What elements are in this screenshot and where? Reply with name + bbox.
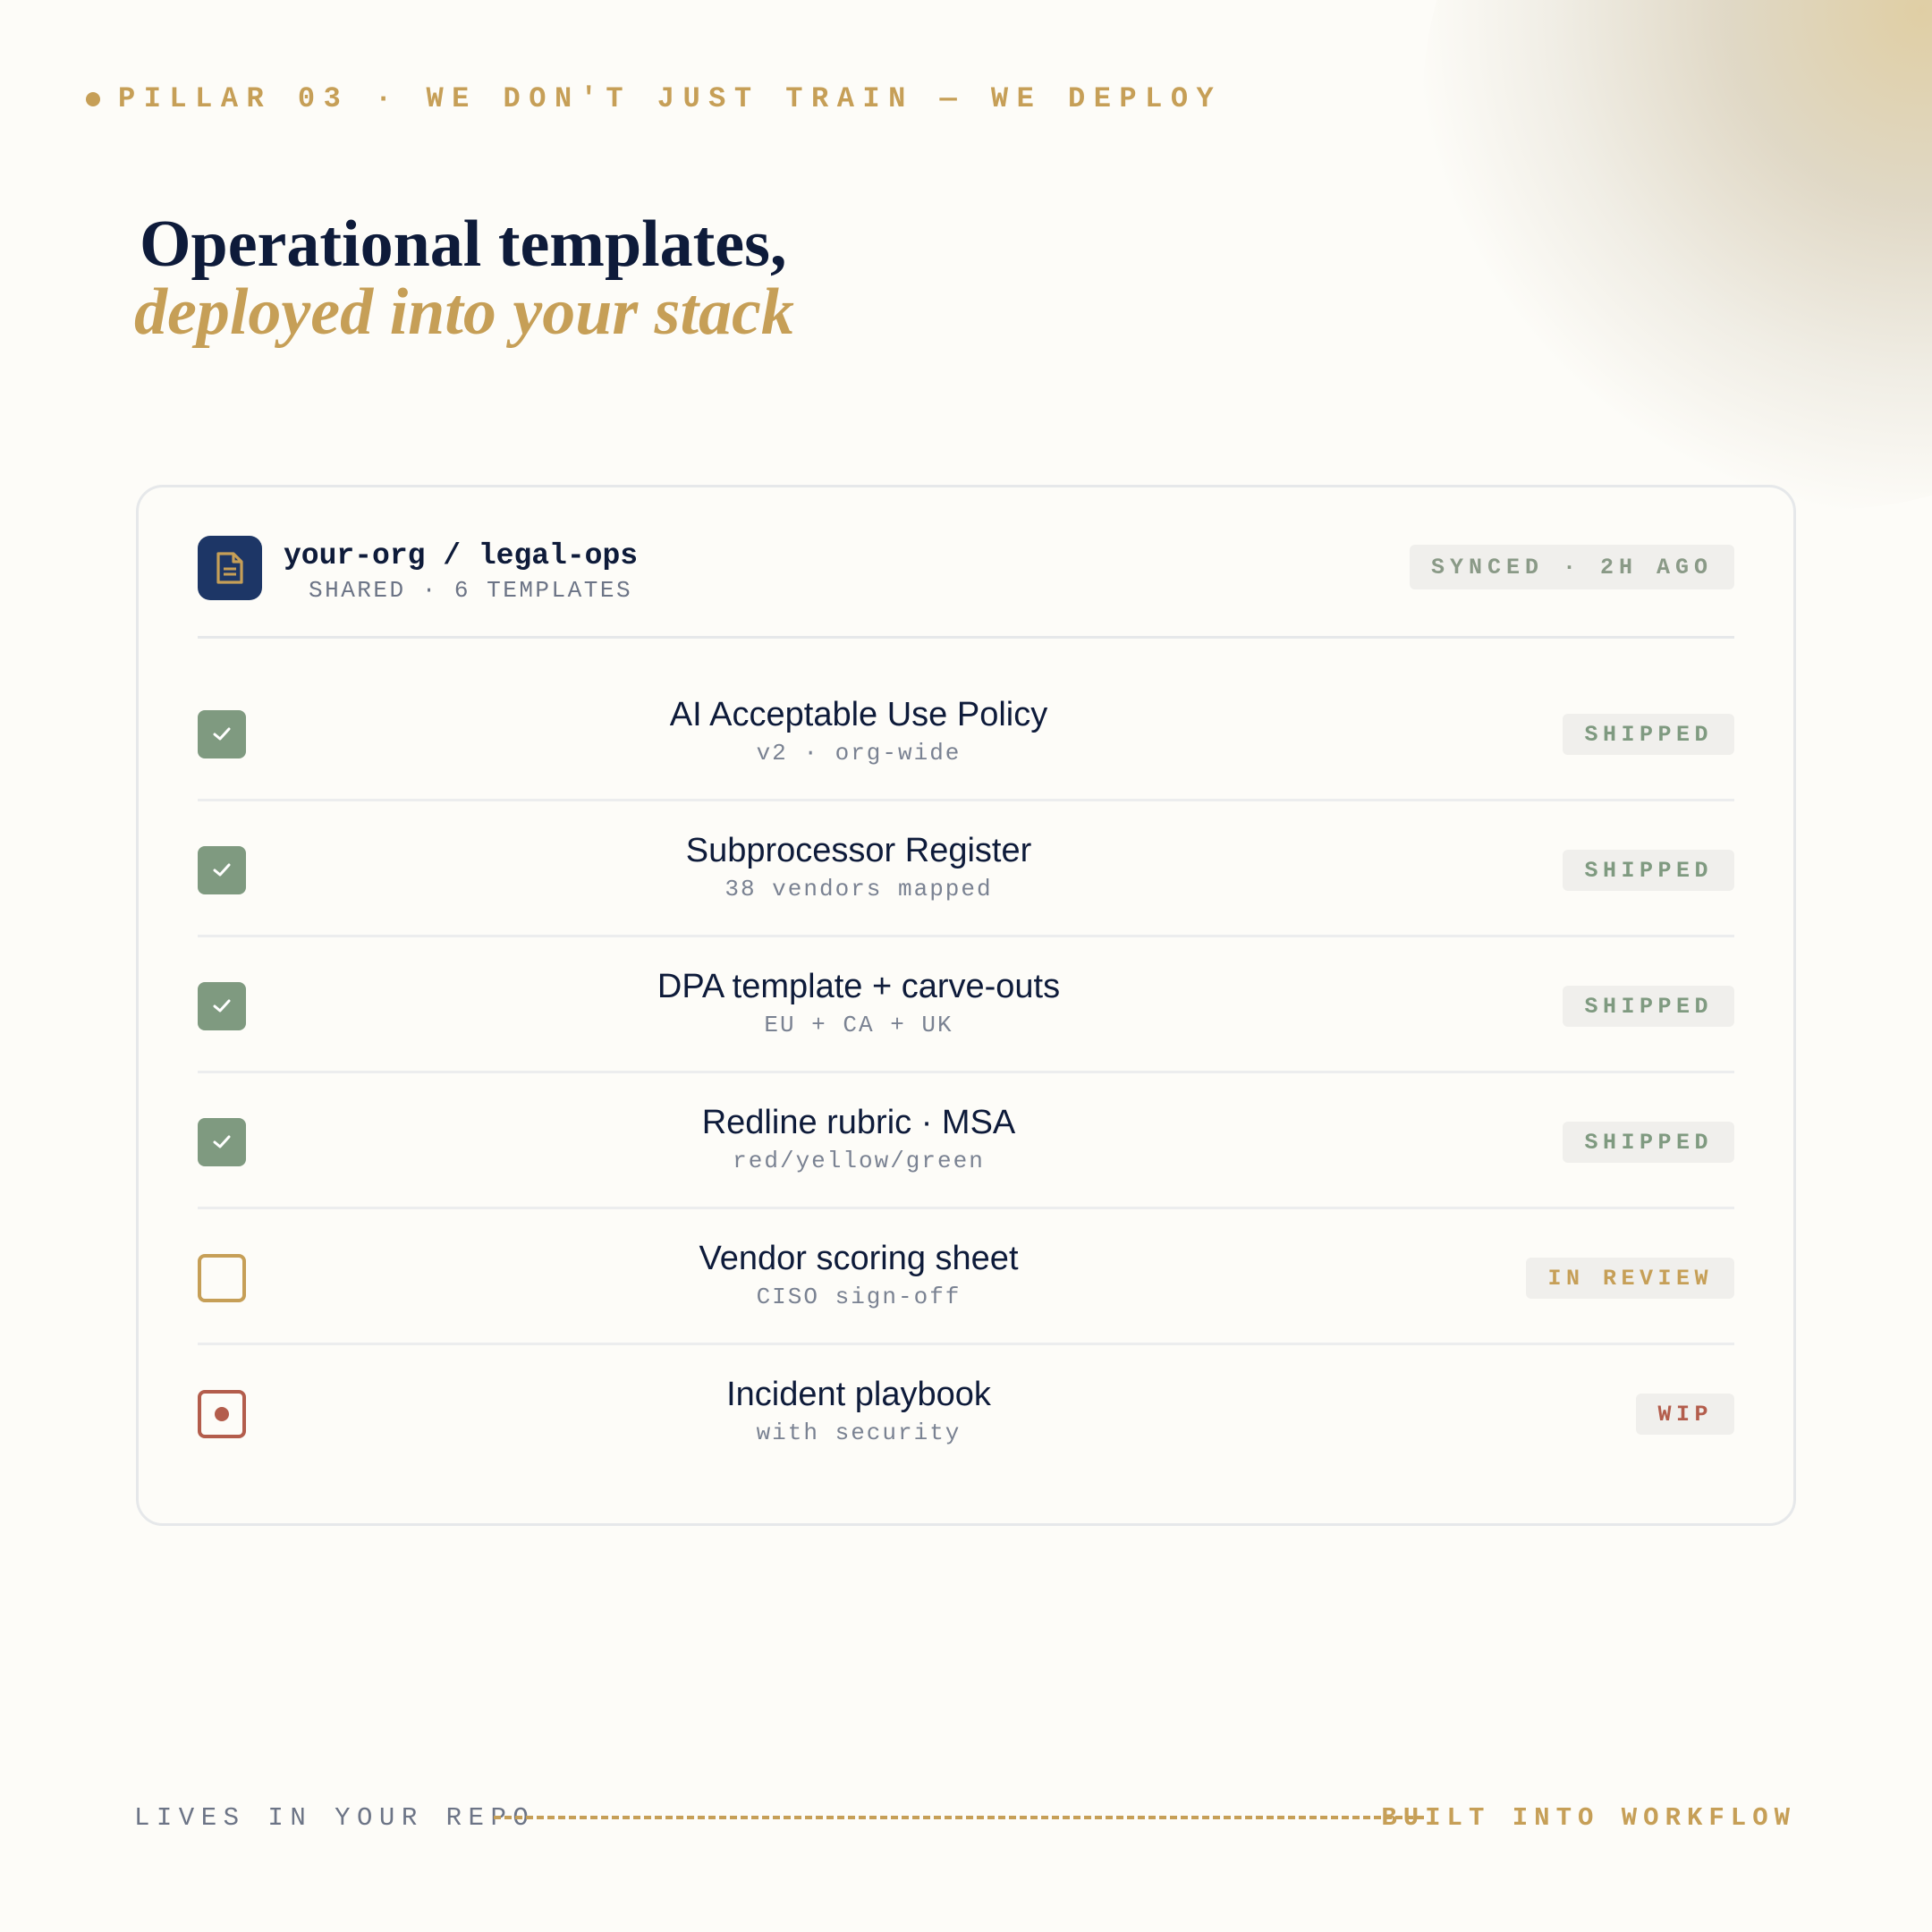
template-row[interactable]: [198, 1073, 1734, 1209]
template-title[interactable]: Incident playbook: [726, 1376, 991, 1413]
template-title[interactable]: Redline rubric · MSA: [701, 1104, 1016, 1141]
template-subtitle: v2 · org-wide: [756, 740, 962, 767]
footer-dashed-divider: [494, 1816, 1424, 1819]
template-title[interactable]: Vendor scoring sheet: [699, 1240, 1019, 1277]
progress-dot-icon: [215, 1407, 229, 1421]
eyebrow-text: PILLAR 03 · WE DON'T JUST TRAIN — WE DEPLOY: [118, 82, 1223, 115]
template-row[interactable]: [198, 1209, 1734, 1345]
template-text: [269, 1238, 1448, 1313]
status-badge: SHIPPED: [1563, 986, 1734, 1027]
template-list: [198, 665, 1734, 1479]
checked-checkbox-icon[interactable]: [198, 982, 246, 1030]
checked-checkbox-icon[interactable]: [198, 846, 246, 894]
template-subtitle: CISO sign-off: [756, 1284, 962, 1310]
bullet-dot-icon: [86, 92, 100, 106]
status-badge: SHIPPED: [1563, 714, 1734, 755]
template-subtitle: EU + CA + UK: [764, 1012, 953, 1038]
status-badge: IN REVIEW: [1526, 1258, 1734, 1299]
in-progress-checkbox-icon[interactable]: [198, 1390, 246, 1438]
checked-checkbox-icon[interactable]: [198, 710, 246, 758]
sync-status-badge: SYNCED · 2H AGO: [1410, 545, 1734, 589]
template-row[interactable]: [198, 937, 1734, 1073]
decorative-glow: [1422, 0, 1932, 510]
template-row[interactable]: [198, 665, 1734, 801]
template-title[interactable]: Subprocessor Register: [685, 832, 1032, 869]
template-text: [269, 830, 1448, 905]
footer-right-label: BUILT INTO WORKFLOW: [1381, 1803, 1796, 1833]
template-subtitle: red/yellow/green: [733, 1148, 985, 1174]
status-badge: SHIPPED: [1563, 1122, 1734, 1163]
template-text: [269, 694, 1448, 769]
repo-card: [136, 485, 1796, 1526]
template-text: [269, 1102, 1448, 1177]
footer-left-label: LIVES IN YOUR REPO: [134, 1803, 536, 1833]
template-text: [269, 1374, 1448, 1449]
status-badge: WIP: [1636, 1394, 1734, 1435]
template-row[interactable]: [198, 801, 1734, 937]
repo-meta: SHARED · 6 TEMPLATES: [309, 577, 633, 604]
template-subtitle: 38 vendors mapped: [724, 876, 993, 902]
page-title: Operational templates,: [140, 208, 787, 281]
eyebrow: [86, 82, 1222, 115]
template-text: [269, 966, 1448, 1041]
status-badge: SHIPPED: [1563, 850, 1734, 891]
template-subtitle: with security: [756, 1419, 962, 1446]
template-row[interactable]: [198, 1345, 1734, 1479]
page-subtitle: deployed into your stack: [134, 275, 794, 349]
repo-name[interactable]: your-org / legal-ops: [284, 539, 639, 572]
document-icon: [198, 536, 262, 600]
unchecked-checkbox-icon[interactable]: [198, 1254, 246, 1302]
template-title[interactable]: DPA template + carve-outs: [657, 968, 1061, 1005]
repo-header: [198, 534, 1734, 639]
checked-checkbox-icon[interactable]: [198, 1118, 246, 1166]
template-title[interactable]: AI Acceptable Use Policy: [669, 696, 1048, 733]
